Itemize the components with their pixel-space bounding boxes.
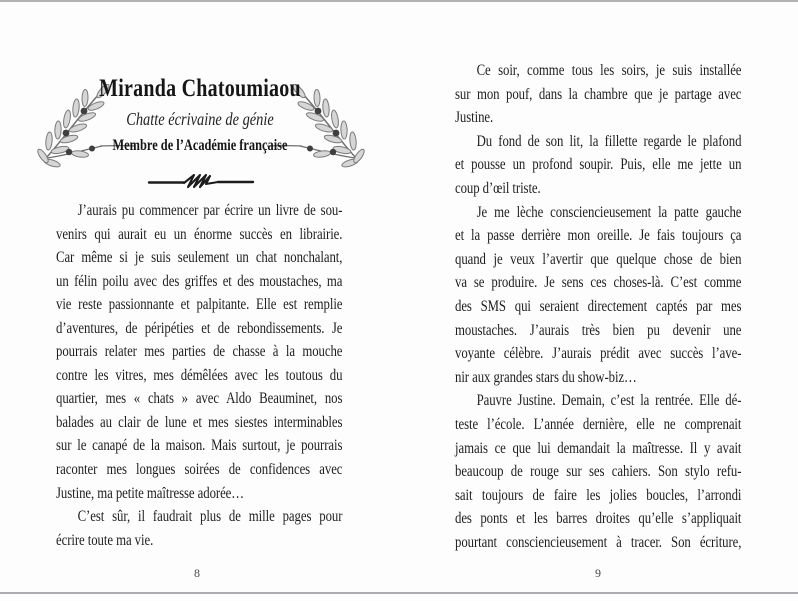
text-line: va se produire. Je sens ces choses-là. C’est comme bbox=[455, 274, 742, 292]
author-subtitle: Chatte écrivaine de génie bbox=[126, 109, 274, 129]
text-line: raconter mes longues soirées de confidences avec bbox=[56, 461, 343, 479]
page-number-right: 9 bbox=[595, 566, 601, 580]
text-line: Ce soir, comme tous les soirs, je suis installée bbox=[476, 62, 742, 79]
text-line: des SMS qui seraient directement captés par mes bbox=[455, 297, 742, 315]
text-line: moustaches. J’aurais très bien pu devenir une bbox=[455, 321, 742, 339]
text-line: vie reste passionnante et palpitante. Elle est remplie bbox=[56, 296, 343, 314]
rope-twist-divider-icon bbox=[146, 171, 256, 193]
author-name-title: Miranda Chatoumiaou bbox=[99, 75, 301, 102]
page-number-left: 8 bbox=[194, 566, 200, 580]
text-line: Justine, ma petite maîtresse adorée… bbox=[56, 484, 244, 502]
text-line: et la passe derrière mon oreille. Je fais toujours ça bbox=[455, 227, 742, 245]
text-line: venirs qui aurait eu un énorme succès en librairie. bbox=[56, 225, 343, 243]
text-line: écrire toute ma vie. bbox=[56, 531, 154, 549]
text-line: Je me lèche consciencieusement la patte gauche bbox=[476, 203, 742, 221]
text-line: sur mon pouf, dans la chambre que je partage avec bbox=[455, 85, 742, 103]
text-line: Car même si je suis seulement un chat nonchalant, bbox=[56, 249, 343, 267]
text-line: coup d’œil triste. bbox=[455, 179, 541, 197]
text-line: teste l’école. L’année dernière, elle ne comprenait bbox=[455, 415, 742, 433]
text-line: et pousse un profond soupir. Puis, elle me jette un bbox=[455, 156, 742, 174]
text-line: Justine. bbox=[455, 109, 494, 127]
page-bottom-edge bbox=[0, 592, 798, 594]
text-line: nir aux grandes stars du show-biz… bbox=[455, 368, 637, 386]
text-line: balades au clair de lune et mes siestes interminables bbox=[56, 413, 343, 431]
text-line: beaucoup de rouge sur ses cahiers. Son stylo refu- bbox=[455, 463, 742, 481]
text-line: Pauvre Justine. Demain, c’est la rentrée. Elle dé- bbox=[476, 392, 742, 410]
text-line: C’est sûr, il faudrait plus de mille pages pour bbox=[77, 508, 343, 526]
left-page-text bbox=[56, 199, 342, 552]
text-line: pourtant consciencieusement à tracer. Son écriture, bbox=[455, 533, 742, 551]
right-page-text bbox=[455, 59, 741, 554]
text-line: un félin poilu avec des griffes et des moustaches, ma bbox=[56, 272, 343, 290]
text-line: des ponts et les barres droites qu’elle s’appliquait bbox=[455, 510, 742, 528]
text-line: d’aventures, de péripéties et de rebondissements. Je bbox=[56, 319, 343, 337]
page-top-edge bbox=[0, 0, 798, 2]
text-line: quand je veux l’avertir que quelque chose de bien bbox=[455, 250, 742, 268]
text-line: Du fond de son lit, la fillette regarde le plafond bbox=[476, 132, 742, 150]
text-line: sur le canapé de la maison. Mais surtout, je pourrais bbox=[56, 437, 343, 455]
author-affiliation: Membre de l’Académie française bbox=[112, 137, 288, 154]
text-line: jamais ce que lui demandait la maîtresse. Il y avait bbox=[455, 439, 742, 457]
chapter-header bbox=[20, 76, 380, 155]
text-line: contre les vitres, mes démêlées avec les toutous du bbox=[56, 366, 343, 384]
text-line: sait toujours de faire les jolies boucles, l’arrondi bbox=[455, 486, 742, 504]
text-line: pourrais relater mes parties de chasse à la mouche bbox=[56, 343, 343, 361]
text-line: quartier, mes « chats » avec Aldo Beauminet, nos bbox=[56, 390, 343, 408]
text-line: voyante célèbre. J’aurais prédit avec succès l’ave- bbox=[455, 345, 742, 363]
text-line: J’aurais pu commencer par écrire un livre de sou- bbox=[77, 202, 343, 219]
